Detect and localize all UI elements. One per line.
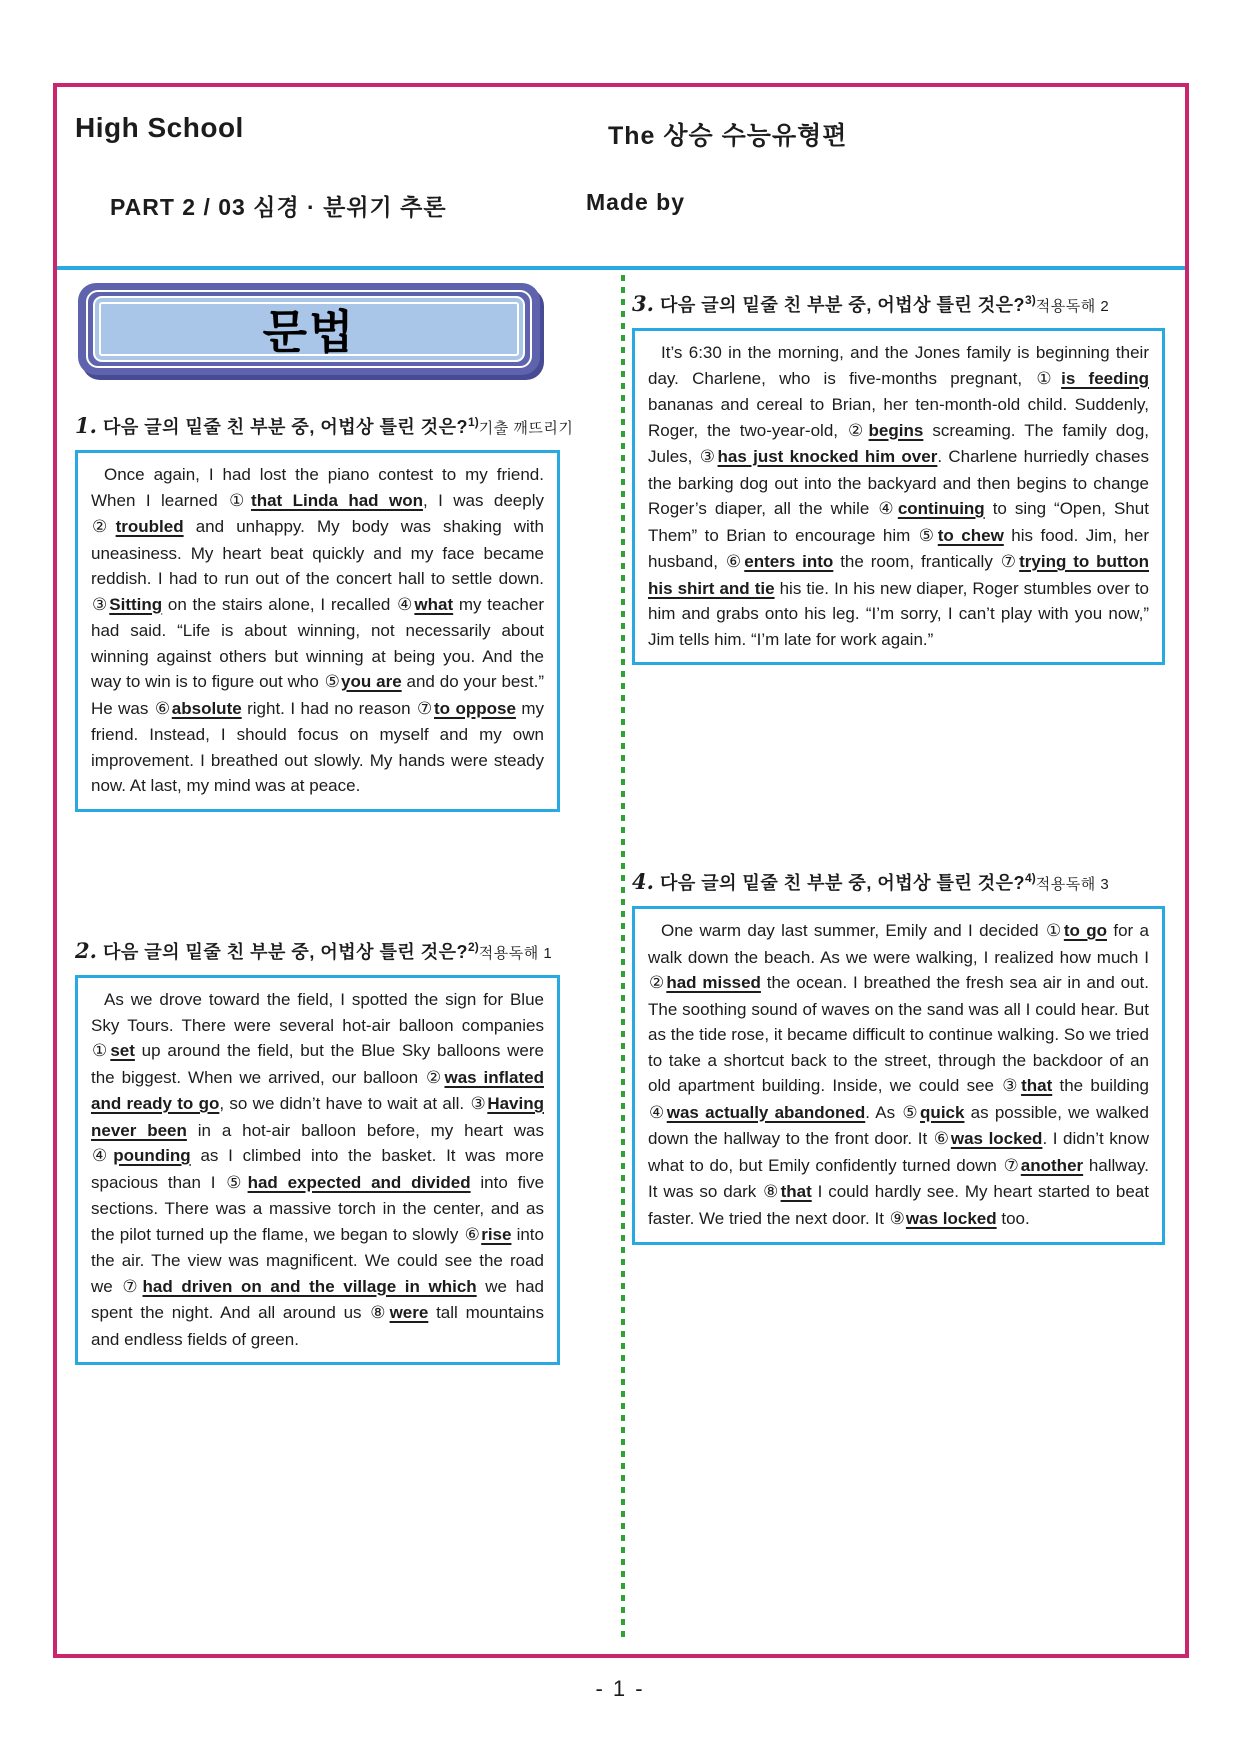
header-school-label: High School (75, 112, 244, 143)
circled-number: ④ (649, 1102, 666, 1123)
underlined-choice: is feeding (1061, 368, 1149, 388)
question-2-tag: 적용독해 1 (478, 945, 553, 962)
underlined-choice: Sitting (109, 594, 163, 614)
question-3-passage-box (632, 328, 1165, 665)
underlined-choice: you are (341, 672, 402, 691)
question-4 (632, 866, 1165, 1245)
underlined-choice: another (1020, 1155, 1084, 1175)
underlined-choice: were (389, 1303, 429, 1322)
circled-number: ① (1045, 921, 1063, 941)
circled-number: ② (92, 517, 115, 537)
underlined-choice: was actually abandoned (666, 1102, 866, 1122)
circled-number: ③ (1002, 1076, 1021, 1096)
circled-number: ⑦ (122, 1276, 142, 1297)
circled-number: ① (92, 1041, 110, 1061)
underlined-choice: had driven on and the village in which (142, 1276, 477, 1296)
underlined-choice: enters into (744, 552, 834, 571)
question-3-header (632, 288, 1165, 319)
circled-number: ⑧ (763, 1182, 780, 1202)
question-1-prompt: 다음 글의 밑줄 친 부분 중, 어법상 틀린 것은? (102, 417, 469, 437)
circled-number: ① (229, 490, 251, 511)
question-2-passage-box (75, 975, 560, 1365)
question-3-prompt: 다음 글의 밑줄 친 부분 중, 어법상 틀린 것은? (659, 295, 1026, 315)
question-4-prompt: 다음 글의 밑줄 친 부분 중, 어법상 틀린 것은? (659, 873, 1026, 893)
circled-number: ② (426, 1067, 444, 1088)
question-4-passage: One warm day last summer, Emily and I decided ①to go for a walk down the beach. As we were walking, I realized how much I ②had missed the ocean. I breathed the fresh sea air in and out. The soothing sound of waves on the sand was all I could hear. But as the tide rose, it became difficult to continue walking. So we tried to take a shortcut back to the street, through the backdoor of an old apartment building. Inside, we could see ③that the building ④was actually abandoned. As ⑤quick as possible, we walked down the hallway to the front door. It ⑥was locked. I didn’t know what to do, but Emily confidently turned down ⑦another hallway. It was so dark ⑧that I could hardly see. My heart started to beat faster. We tried the next door. It ⑨was locked too. (648, 921, 1149, 1229)
question-2-passage: As we drove toward the field, I spotted the sign for Blue Sky Tours. There were several hot-air balloon companies ①set up around the field, but the Blue Sky balloons were the biggest. When we arrived, our balloon ②was inflated and ready to go, so we didn’t have to wait at all. ③Having never been in a hot-air balloon before, my heart was ④pounding as I climbed into the basket. It was more spacious than I ⑤had expected and divided into five sections. There was a massive torch in the center, and as the pilot turned up the flame, we began to slowly ⑥rise into the air. The view was magnificent. We could see the road we ⑦had driven on and the village in which we had spent the night. And all around us ⑧were tall mountains and endless fields of green. (91, 990, 545, 1349)
question-1-passage: Once again, I had lost the piano contest to my friend. When I learned ①that Linda had won, I was deeply ②troubled and unhappy. My body was shaking with uneasiness. My heart beat quickly and my face became reddish. I had to run out of the concert hall to settle down. ③Sitting on the stairs alone, I recalled ④what my teacher had said. “Life is about winning, not necessarily about winning against others but winning at being you. And the way to win is to figure out who ⑤you are and do your best.” He was ⑥absolute right. I had no reason ⑦to oppose my friend. Instead, I should focus on myself and my own improvement. I breathed out slowly. My hands were steady now. At last, my mind was at peace. (91, 465, 544, 795)
header-made-by-label: Made by (586, 189, 686, 215)
circled-number: ③ (699, 447, 717, 467)
circled-number: ⑤ (918, 525, 937, 546)
underlined-choice: rise (481, 1224, 512, 1244)
circled-number: ② (649, 973, 666, 993)
question-4-tag: 적용독해 3 (1035, 876, 1110, 893)
page-number: - 1 - (595, 1676, 645, 1701)
question-4-number: 4. (632, 869, 654, 894)
circled-number: ② (848, 420, 868, 441)
question-2-footnote: 2) (468, 940, 479, 954)
underlined-choice: troubled (115, 517, 184, 536)
circled-number: ⑤ (226, 1172, 247, 1193)
underlined-choice: had expected and divided (247, 1172, 471, 1192)
circled-number: ④ (878, 499, 897, 519)
question-2 (75, 935, 560, 1365)
underlined-choice: set (110, 1041, 135, 1060)
question-4-footnote: 4) (1025, 871, 1036, 885)
question-2-prompt: 다음 글의 밑줄 친 부분 중, 어법상 틀린 것은? (102, 942, 469, 962)
underlined-choice: absolute (171, 698, 242, 718)
underlined-choice: that (780, 1182, 812, 1201)
question-1-tag: 기출 깨뜨리기 (478, 420, 574, 437)
circled-number: ⑦ (417, 698, 433, 719)
circled-number: ⑥ (154, 698, 171, 719)
underlined-choice: begins (868, 420, 924, 440)
question-4-header (632, 866, 1165, 897)
underlined-choice: quick (920, 1102, 965, 1122)
underlined-choice: was locked (905, 1208, 997, 1228)
question-1-passage-box (75, 450, 560, 812)
underlined-choice: was inflated and ready to go (91, 1067, 544, 1113)
circled-number: ④ (397, 594, 414, 615)
circled-number: ⑦ (1000, 552, 1019, 572)
header-divider-line (57, 266, 1185, 270)
circled-number: ⑥ (933, 1129, 950, 1149)
question-3-number: 3. (632, 291, 654, 316)
circled-number: ⑥ (725, 552, 744, 572)
underlined-choice: that Linda had won (251, 490, 423, 510)
question-1-number: 1. (75, 413, 97, 438)
grammar-title-box-stripe (86, 290, 532, 368)
underlined-choice: to go (1063, 921, 1107, 940)
question-2-header (75, 935, 560, 966)
circled-number: ① (1036, 368, 1061, 389)
question-4-passage-box (632, 906, 1165, 1245)
underlined-choice: continuing (897, 499, 985, 518)
underlined-choice: trying to button his shirt and tie (648, 552, 1150, 598)
question-1-footnote: 1) (468, 415, 479, 429)
underlined-choice: that (1021, 1076, 1053, 1095)
circled-number: ⑧ (370, 1303, 389, 1323)
question-3 (632, 288, 1165, 665)
question-3-footnote: 3) (1025, 293, 1036, 307)
circled-number: ⑦ (1003, 1155, 1020, 1176)
header-part-label: PART 2 / 03 심경 · 분위기 추론 (110, 194, 447, 220)
question-3-passage: It’s 6:30 in the morning, and the Jones family is beginning their day. Charlene, who is five-months pregnant, ①is feeding bananas and cereal to Brian, her ten-month-old child. Suddenly, Roger, the two-year-old, ②begins screaming. The family dog, Jules, ③has just knocked him over. Charlene hurriedly chases the barking dog out into the backyard and then begins to change Roger’s diaper, all the while ④continuing to sing “Open, Shut Them” to Brian to encourage him ⑤to chew his food. Jim, her husband, ⑥enters into the room, frantically ⑦trying to button his shirt and tie his tie. In his new diaper, Roger stumbles over to him and grabs onto his leg. “I’m sorry, I can’t play with you now,” Jim tells him. “I’m late for work again.” (648, 343, 1150, 649)
section-title: 문법 (262, 306, 356, 358)
circled-number: ④ (92, 1146, 113, 1166)
question-2-number: 2. (75, 938, 97, 963)
underlined-choice: to oppose (433, 698, 516, 718)
underlined-choice: has just knocked him over (717, 447, 938, 466)
circled-number: ⑨ (889, 1208, 905, 1229)
header-brand-label: The 상승 수능유형편 (608, 122, 848, 150)
underlined-choice: Having never been (91, 1094, 544, 1140)
circled-number: ⑥ (464, 1224, 481, 1245)
circled-number: ⑤ (902, 1102, 920, 1123)
underlined-choice: what (414, 594, 454, 614)
circled-number: ③ (92, 594, 109, 615)
question-1 (75, 410, 574, 812)
underlined-choice: was locked (950, 1129, 1043, 1148)
column-divider (621, 275, 625, 1643)
grammar-title-box (78, 283, 540, 375)
underlined-choice: to chew (937, 525, 1004, 545)
underlined-choice: pounding (113, 1146, 191, 1165)
circled-number: ⑤ (324, 672, 341, 692)
underlined-choice: had missed (666, 973, 761, 992)
question-3-tag: 적용독해 2 (1035, 298, 1110, 315)
grammar-title-box-inner (93, 296, 525, 362)
circled-number: ③ (470, 1094, 487, 1114)
question-1-header (75, 410, 574, 441)
